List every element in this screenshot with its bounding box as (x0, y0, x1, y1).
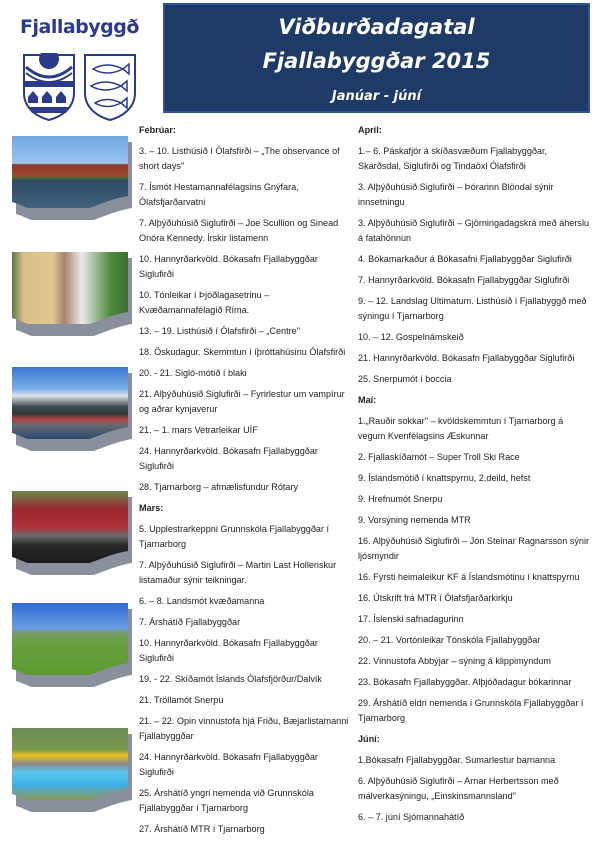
event-item: 28. Tjarnarborg – afmælisfundur Rótary (139, 482, 299, 492)
event-item: 7. Alþýðuhúsið Siglufirði – Martin Last Hollenskur listamaður sýnir teikningar. (139, 560, 337, 585)
event-item: 21. Tröllamót Snerpu (139, 695, 224, 705)
event-item: 23. Bókasafn Fjallabyggðar. Alþjóðadagur bókarinnar (358, 677, 572, 687)
event-item: 7. Hannyrðarkvöld. Bókasafn Fjallabyggðar Siglufirði (358, 275, 570, 285)
month-heading: April: (358, 125, 382, 135)
event-item: 1.„Rauðir sokkar" – kvöldskemmtun í Tjarnarborg á vegum Kvenfélagsins Æskunnar (358, 416, 564, 441)
event-item: 18. Öskudagur. Skemmtun í íþróttahúsinu Ólafsfirði (139, 347, 346, 357)
event-item: 1.Bókasafn Fjallabyggðar. Sumarlestur barnanna (358, 755, 556, 765)
page-title-year: Fjallabyggðar 2015 (262, 49, 491, 73)
logo-area (8, 8, 158, 118)
event-item: 16. Alþýðuhúsið Siglufirði – Jón Steinar Ragnarsson sýnir ljósmyndir (358, 536, 590, 561)
photo-swimming-pool (12, 728, 128, 806)
event-item: 10. Tónleikar í Þjóðlagasetrinu – Kvæðamannafélagið Ríma. (139, 290, 270, 315)
photo-hikers-valley (12, 603, 128, 681)
event-item: 7. Alþýðuhúsið Siglufirði – Joe Scullion og Sinead Onóra Kennedy. Írskir listamenn (139, 218, 339, 243)
events-column-left (139, 123, 349, 843)
event-item: 24. Hannyrðarkvöld. Bókasafn Fjallabyggðar Siglufirði (139, 446, 318, 471)
event-item: 10. Hannyrðarkvöld. Bókasafn Fjallabyggðar Siglufirði (139, 638, 318, 663)
event-item: 6. Alþýðuhúsið Siglufirði – Arnar Herbertsson með málverkasýningu, „Einskinsmannsland" (358, 776, 559, 801)
month-heading: Maí: (358, 395, 377, 405)
page-header (163, 3, 590, 113)
month-section-april (358, 123, 590, 387)
event-item: 10. Hannyrðarkvöld. Bókasafn Fjallabyggðar Siglufirði (139, 254, 318, 279)
event-item: 7. Árshátíð Fjallabyggðar (139, 617, 241, 627)
event-item: 24. Hannyrðarkvöld. Bókasafn Fjallabyggðar Siglufirði (139, 752, 318, 777)
event-item: 16. Útskrift frá MTR í Ólafsfjarðarkirkju (358, 593, 513, 603)
event-item: 5. Upplestrarkeppni Grunnskóla Fjallabyggðar í Tjarnarborg (139, 524, 330, 549)
event-item: 29. Árshátíð eldri nemenda í Grunnskóla Fjallabyggðar í Tjarnarborg (358, 698, 584, 723)
month-section-mai (358, 393, 590, 726)
month-heading: Febrúar: (139, 125, 176, 135)
event-item: 3. Alþýðuhúsið Siglufirði – Gjörningadagskrá með áherslu á fatahönnun (358, 218, 590, 243)
event-item: 4. Bókamarkaður á Bókasafni Fjallabyggðar Siglufirði (358, 254, 572, 264)
event-item: 20. - 21. Sigló-mótið í blaki (139, 368, 247, 378)
event-item: 21. – 22. Opin vinnustofa hjá Friðu, Bæjarlistamanni Fjallabyggðar (139, 716, 349, 741)
event-item: 21. Alþýðuhúsið Siglufirði – Fyrirlestur um vampírur og aðrar kynjaverur (139, 389, 345, 414)
coat-of-arms-icon (22, 53, 76, 121)
event-item: 19. - 22. Skíðamót Íslands Ólafsfjörður/Dalvík (139, 674, 322, 684)
event-item: 3. – 10. Listhúsið í Ólafsfirði – „The observance of short days" (139, 146, 340, 171)
month-heading: Mars: (139, 503, 164, 513)
photo-harbor-houses (12, 136, 128, 214)
event-item: 9. Vorsýning nemenda MTR (358, 515, 471, 525)
event-item: 17. Íslenski safnadagurinn (358, 614, 464, 624)
page-title: Viðburðadagatal (278, 15, 475, 39)
event-item: 20. – 21. Vortónleikar Tónskóla Fjallabyggðar (358, 635, 541, 645)
event-item: 22. Vinnustofa Abbýjar – sýning á klippimyndum (358, 656, 551, 666)
event-item: 25. Árshátíð yngri nemenda við Grunnskóla Fjallabyggðar í Tjarnarborg (139, 788, 314, 813)
photo-red-building-pier (12, 491, 128, 569)
month-section-mars (139, 501, 349, 837)
event-item: 13. – 19. Listhúsið í Ólafsfirði – „Centre" (139, 326, 300, 336)
event-item: 21. Hannyrðarkvöld. Bókasafn Fjallabyggðar Siglufirði (358, 353, 575, 363)
photo-mountains-town (12, 367, 128, 445)
event-item: 25. Snerpumót í boccia (358, 374, 452, 384)
brand-logo-text: Fjallabyggð (20, 16, 139, 38)
photo-yellow-house-monument (12, 252, 128, 330)
month-section-februar (139, 123, 349, 495)
fish-shield-icon (83, 53, 137, 121)
event-item: 9. – 12. Landslag Ultimatum. Listhúsið í Fjallabyggð með sýningu í Tjarnarborg (358, 296, 587, 321)
event-item: 9. Hrefnumót Snerpu (358, 494, 443, 504)
event-item: 7. Ísmót Hestamannafélagsins Gnýfara, Ólafsfjarðarvatni (139, 182, 299, 207)
events-column-right (358, 123, 590, 831)
event-item: 2. Fjallaskíðamót – Super Troll Ski Race (358, 452, 520, 462)
month-section-juni (358, 732, 590, 825)
event-item: 6. – 7. júní Sjómannahátíð (358, 812, 465, 822)
event-item: 3. Alþýðuhúsið Siglufirði – Þórarinn Blöndal sýnir innsetningu (358, 182, 554, 207)
month-heading: Júní: (358, 734, 380, 744)
event-item: 21. – 1. mars Vetrarleikar UÍF (139, 425, 258, 435)
event-item: 6. – 8. Landsmót kvæðamanna (139, 596, 265, 606)
event-item: 16. Fyrsti heimaleikur KF á Íslandsmótinu í knattspyrnu (358, 572, 580, 582)
event-item: 27. Árshátíð MTR í Tjarnarborg (139, 824, 265, 834)
event-item: 1.– 6. Páskafjör á skíðasvæðum Fjallabyggðar, Skarðsdal, Siglufirði og Tindaöxl Ólafsfirði (358, 146, 548, 171)
event-item: 10. – 12. Gospelnámskeið (358, 332, 464, 342)
event-item: 9. Íslandsmótið í knattspyrnu, 2.deild, hefst (358, 473, 531, 483)
page-subtitle: Janúar - júní (331, 89, 422, 104)
